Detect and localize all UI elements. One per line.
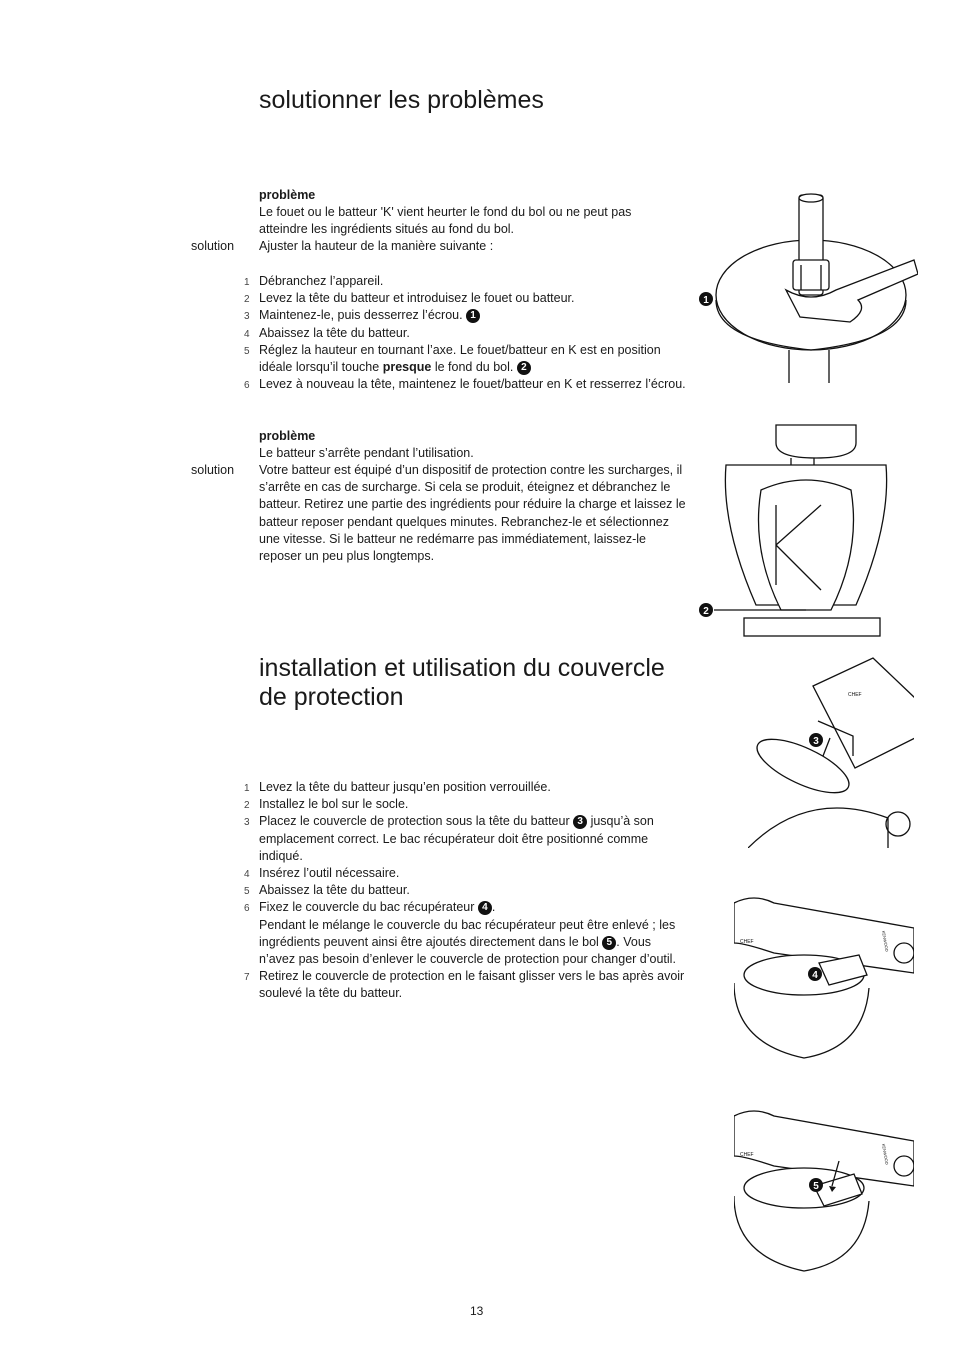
step-text: . Vous n’avez pas besoin d’enlever le couvercle de protection pour changer d’outil. [259,934,676,967]
step-number: 5 [244,345,250,357]
figure-badge-label: 5 [813,1181,819,1192]
step-text: Abaissez la tête du batteur. [259,883,410,898]
step-text: Levez la tête du batteur et introduisez le fouet ou batteur. [259,291,575,306]
list-item [244,865,689,882]
figure-add-ingredients [734,1106,914,1276]
list-item [244,342,689,376]
section-title-troubleshooting: solutionner les problèmes [259,86,544,114]
list-item [244,290,689,307]
list-item [244,307,689,324]
solution-label: solution [191,239,235,253]
step-text: Débranchez l’appareil. [259,274,384,288]
problem-text: Le fouet ou le batteur 'K' vient heurter le fond du bol ou ne peut pas atteindre les ingrédients situés au fond du bol. [259,205,632,237]
figure-place-splash-guard [748,656,914,848]
emphasis-text: presque [382,360,432,375]
list-item [244,968,689,1002]
chef-label: CHEF [740,939,754,945]
step-number: 7 [244,972,250,984]
mixer-head-shape [776,425,856,458]
figure-fit-chute-cover [734,893,914,1063]
step-text: Abaissez la tête du batteur. [259,325,410,340]
step-text: Pendant le mélange le couvercle du bac récupérateur peut être enlevé ; les ingrédients peuvent ainsi être ajoutés directement dans le bol [259,917,676,949]
step-number: 2 [244,800,250,812]
section-title-splash-guard: installation et utilisation du couvercle de protection [259,654,665,711]
solution-text: Ajuster la hauteur de la manière suivante : [259,239,494,253]
problem-heading: problème [259,429,316,443]
step-number: 2 [244,294,250,306]
steps-list-splash-guard [244,779,689,1003]
solution-label: solution [191,463,235,477]
step-text: le fond du bol. [434,360,514,375]
figure-badge: 1 [466,309,480,323]
figure-spanner-nut [696,190,918,385]
solution-text: Votre batteur est équipé d’un dispositif de protection contre les surcharges, il s’arrête en cas de surcharge. Si cela se produit, éteignez et débranchez le batteur. Retirez une partie des ingrédients pour réduire la charge et laissez le batteur reposer pendant quelques minutes. Rebranchez-le et sélectionnez une vitesse. Si le batteur ne redémarre pas immédiatement, laissez-le reposer un peu plus longtemps. [259,463,686,564]
step-number: 6 [244,903,250,915]
step-text: Réglez la hauteur en tournant l’axe. Le fouet/batteur en K est en position idéale lorsqu’il touche [259,342,661,375]
step-text: Levez la tête du batteur jusqu’en position verrouillée. [259,780,551,794]
step-number: 3 [244,311,250,323]
figure-badge: 2 [517,361,531,375]
problem-heading: problème [259,188,316,202]
step-text: Insérez l’outil nécessaire. [259,866,400,881]
list-item [244,325,689,342]
list-item [244,899,689,968]
figure-badge-label: 1 [703,295,709,306]
bowl-base-shape [744,618,880,636]
step-number: 5 [244,886,250,898]
figure-badge-label: 2 [703,606,709,617]
step-number: 6 [244,380,250,392]
chef-label: CHEF [740,1152,754,1158]
figure-badge: 3 [573,815,587,829]
step-text: Fixez le couvercle du bac récupérateur [259,900,475,915]
steps-list-problem1 [244,273,689,393]
problem-text: Le batteur s’arrête pendant l’utilisation. [259,446,474,460]
step-number: 4 [244,869,250,881]
step-number: 3 [244,817,250,829]
list-item [244,376,689,393]
step-number: 1 [244,783,250,794]
figure-badge: 4 [478,901,492,915]
list-item [244,796,689,813]
step-text: Levez à nouveau la tête, maintenez le fouet/batteur en K et resserrez l’écrou. [259,377,686,392]
mixer-head-shape [813,658,914,768]
brand-label: KENWOOD [881,930,890,952]
brand-label: KENWOOD [881,1143,890,1165]
step-text: Retirez le couvercle de protection en le faisant glisser vers le bas après avoir soulevé la tête du batteur. [259,969,685,1001]
step-number: 4 [244,328,250,340]
k-beater-shape [759,480,854,610]
list-item [244,882,689,899]
figure-k-beater-bowl [696,420,918,638]
figure-badge: 5 [602,936,616,950]
step-text: Maintenez-le, puis desserrez l’écrou. [259,308,463,323]
chef-label: CHEF [848,692,862,698]
step-text: . [491,900,496,915]
step-text: Installez le bol sur le socle. [259,797,409,812]
step-text: jusqu’à son emplacement correct. Le bac récupérateur doit être positionné comme indiqué. [259,814,654,863]
list-item [244,813,689,865]
step-number: 1 [244,277,250,288]
figure-badge-label: 3 [813,736,819,747]
list-item [244,273,689,290]
step-text: Placez le couvercle de protection sous la tête du batteur [259,814,570,829]
list-item [244,779,689,796]
figure-badge-label: 4 [812,970,818,981]
page-number: 13 [470,1304,484,1318]
